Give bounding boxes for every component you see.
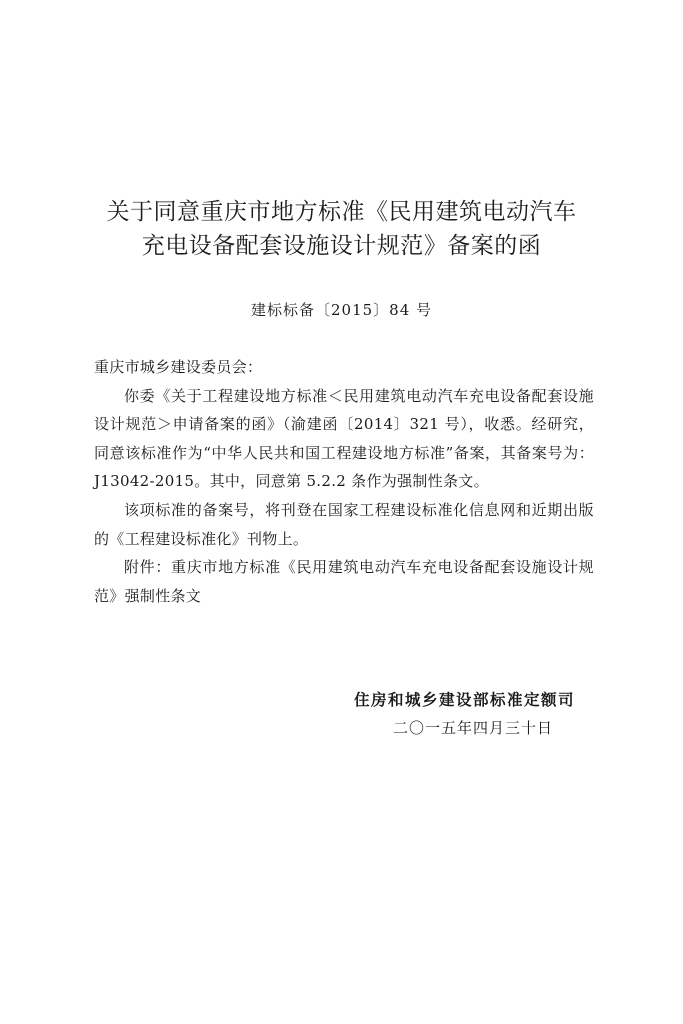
issuing-authority: 住房和城乡建设部标准定额司 [353, 691, 575, 709]
document-title-line-2: 充电设备配套设施设计规范》备案的函 [141, 233, 542, 259]
salutation: 重庆市城乡建设委员会： [94, 358, 263, 376]
document-number: 建标标备〔2015〕84 号 [250, 301, 433, 319]
paragraph-publication: 该项标准的备案号，将刊登在国家工程建设标准化信息网和近期出版的《工程建设标准化》刊物上。 [94, 500, 594, 548]
letter-body [94, 353, 594, 610]
issue-date: 二〇一五年四月三十日 [392, 719, 553, 737]
document-title-line-1: 关于同意重庆市地方标准《民用建筑电动汽车 [106, 199, 577, 225]
paragraph-attachment: 附件：重庆市地方标准《民用建筑电动汽车充电设备配套设施设计规范》强制性条文 [94, 558, 594, 605]
paragraph-approval: 你委《关于工程建设地方标准＜民用建筑电动汽车充电设备配套设施设计规范＞申请备案的函》（渝建函〔2014〕321 号），收悉。经研究，同意该标准作为“中华人民共和国工程建设地方标准”备案，其备案号为：J13042-2015。其中，同意第 5.2.2 条作为强制性条文。 [94, 386, 594, 491]
